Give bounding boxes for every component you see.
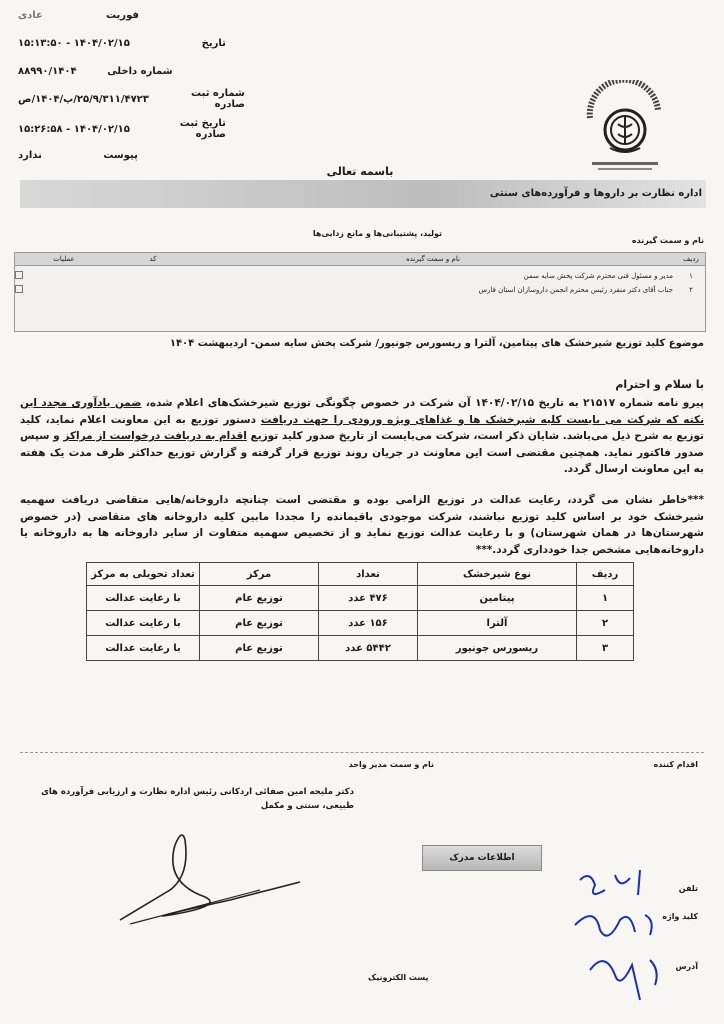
handwritten-note-icon [560,860,680,1010]
signature-icon [110,820,310,930]
recipients-subtitle: تولید، پشتیبانی‌ها و مانع زدایی‌ها [312,229,442,238]
row-action-icon[interactable] [15,271,23,279]
table-header-row: ردیف نوع شیرخشک تعداد مرکز تعداد تحویلی به مرکز [87,563,634,586]
meta-internal-no: شماره داخلی ۸۸۹۹۰/۱۴۰۴ [18,65,173,77]
body-paragraph-1: پیرو نامه شماره ۲۱۵۱۷ به تاریخ ۱۴۰۴/۰۲/۱۵ آن شرکت در خصوص چگونگی توزیع شیرخشک‌های اعلام شده، ضمن یادآوری مجدد این نکته که شرکت می بایست کلیه شیرخشک ها و غذاهای ویژه ورودی را جهت دریافت دستور توزیع به این معاونت اعلام نماید، کلید توزیع به شرح ذیل می‌باشد. شایان ذکر است، شرکت می‌بایست از تاریخ صدور کلید توزیع اقدام به دریافت درخواست از مراکز و سپس صدور فاکتور نماید. همچنین مقتضی است این معاونت در جریان روند توزیع قرار گرفته و گزارش توزیع حداکثر ظرف مدت یک هفته به این معاونت ارسال گردد. [20,397,705,475]
email-label: پست الکترونیک [368,973,429,982]
row-action-icon[interactable] [15,285,23,293]
recipients-label: نام و سمت گیرنده [631,236,704,245]
meta-date: تاریخ ۱۴۰۴/۰۲/۱۵ - ۱۵:۱۳:۵۰ [18,37,226,49]
distribution-table [86,562,634,661]
address-label: آدرس [675,962,698,971]
university-seal-icon [580,80,670,180]
department-title: اداره نظارت بر داروها و فرآورده‌های سنتی [489,188,702,199]
signer-label: نام و سمت مدیر واحد [348,760,434,769]
greeting: با سلام و احترام [615,378,704,391]
bismillah-heading: باسمه تعالی [326,165,394,178]
table-row: ۲ جناب آقای دکتر منفرد رئیس محترم انجمن داروسازان استان فارس [15,283,705,297]
recipients-table [14,252,706,332]
meta-issued-date: تاریخ ثبت صادره ۱۴۰۴/۰۲/۱۵ - ۱۵:۲۶:۵۸ [18,118,226,140]
table-row: ۱ مدیر و مسئول فنی محترم شرکت پخش سایه سمن [15,269,705,283]
signer-name: دکتر ملیحه امین صفائی اردکانی رئیس اداره نظارت و ارزیابی فرآورده های طبیعی، سنتی و مکمل [41,787,354,811]
action-label: اقدام کننده [653,760,698,769]
keyword-label: کلید واژه [662,912,698,921]
underlined-text-1: ضمن یادآوری مجدد این نکته که شرکت می بایست کلیه شیرخشک ها و غذاهای ویژه ورودی را جهت دریافت [20,397,705,426]
footer-divider [20,752,704,753]
document-info-button[interactable]: اطلاعات مدرک [422,845,542,871]
letter-subject: موضوع کلید توزیع شیرخشک های پیتامین، آلترا و ریسورس جونیور/ شرکت پخش سایه سمن- اردیبهشت ۱۴۰۴ [169,338,704,349]
recipients-table-header: ردیف نام و سمت گیرنده کد عملیات [15,253,705,266]
meta-issued-no: شماره ثبت صادره ۲۵/۹/۳۱۱/۴۷۲۳/پ/۱۴۰۴/ص [18,88,245,110]
meta-attachment: پیوست ندارد [18,149,138,161]
phone-label: تلفن [678,884,698,893]
table-row: ۳ ریسورس جونیور ۵۴۴۲ عدد توزیع عام با رعایت عدالت [87,636,634,661]
table-row: ۱ پیتامین ۴۷۶ عدد توزیع عام با رعایت عدالت [87,586,634,611]
university-logo [580,80,670,180]
body-paragraph-2: ***خاطر نشان می گردد، رعایت عدالت در توزیع الزامی بوده و مقتضی است چنانچه داروخانه/هایی متقاضی دریافت سهمیه شیرخشک خود بر اساس کلید توزیع نباشند، شرکت موجودی باقیمانده را مجددا مابین کلیه داروخانه های متقاضی (در خصوص شهرستان‌ها در همان شهرستان) و با رعایت عدالت توزیع نماید و از تخصیص سهمیه متفاوت از سایر داروخانه ها به داروخانه یا داروخانه‌هایی مشخص جدا خودداری گردد.*** [20,494,704,556]
underlined-text-2: اقدام به دریافت درخواست از مراکز [63,430,247,442]
table-row: ۲ آلترا ۱۵۶ عدد توزیع عام با رعایت عدالت [87,611,634,636]
meta-status: فوریت عادی [18,9,139,21]
